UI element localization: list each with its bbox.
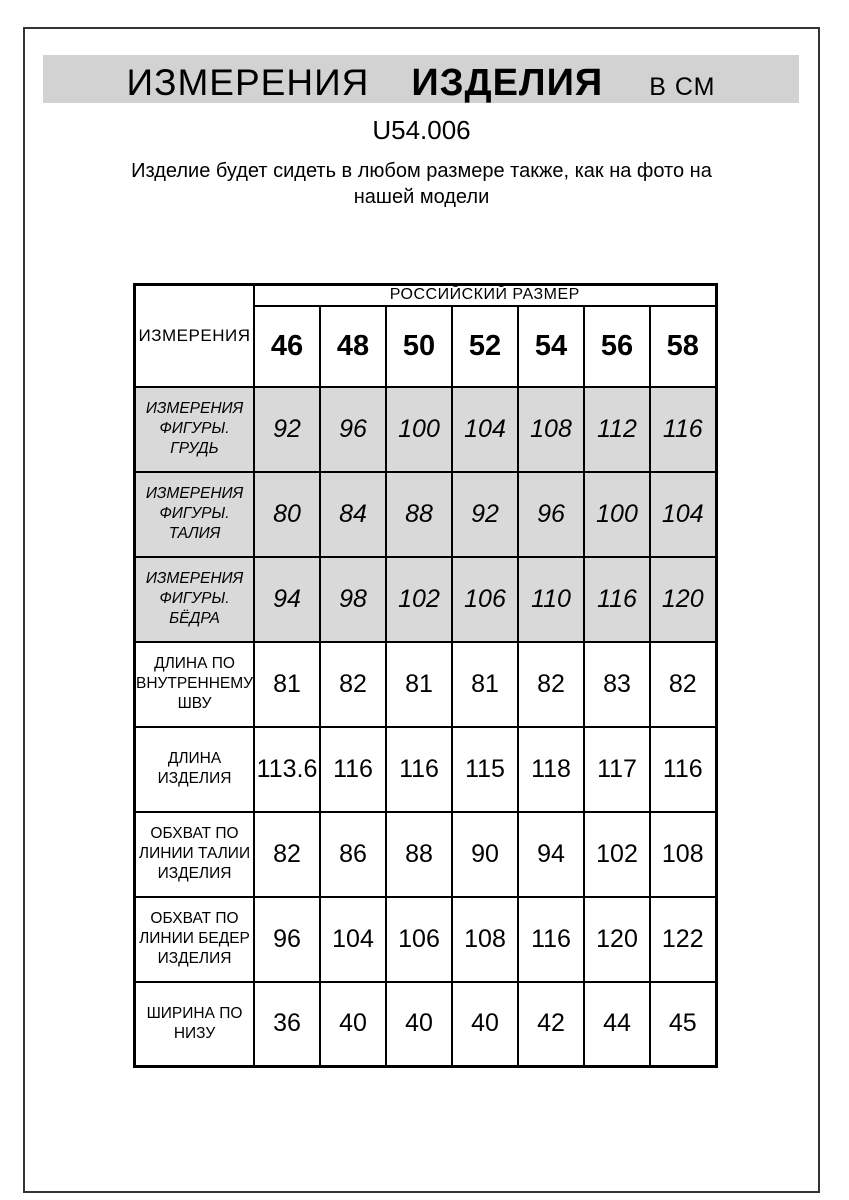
row-label: ИЗМЕРЕНИЯ ФИГУРЫ. ТАЛИЯ (135, 472, 255, 557)
table-row (135, 812, 717, 897)
page-frame (23, 27, 820, 1193)
table-row (135, 387, 717, 472)
measurement-value: 81 (386, 642, 452, 727)
measurement-value: 108 (518, 387, 584, 472)
measurement-value: 122 (650, 897, 716, 982)
measurement-value: 100 (386, 387, 452, 472)
measurement-value: 102 (386, 557, 452, 642)
measurement-value: 92 (452, 472, 518, 557)
table-row (135, 472, 717, 557)
measurement-value: 104 (320, 897, 386, 982)
measurement-value: 112 (584, 387, 650, 472)
table-row (135, 982, 717, 1067)
measurement-value: 110 (518, 557, 584, 642)
measurement-value: 117 (584, 727, 650, 812)
measurements-column-header: ИЗМЕРЕНИЯ (135, 285, 255, 387)
measurement-value: 88 (386, 472, 452, 557)
measurement-value: 40 (386, 982, 452, 1067)
measurement-value: 116 (518, 897, 584, 982)
measurement-value: 116 (386, 727, 452, 812)
measurement-value: 96 (254, 897, 320, 982)
row-label: ОБХВАТ ПО ЛИНИИ ТАЛИИ ИЗДЕЛИЯ (135, 812, 255, 897)
measurement-value: 45 (650, 982, 716, 1067)
size-column-header: 48 (320, 306, 386, 387)
measurement-value: 82 (518, 642, 584, 727)
title-bar (43, 55, 799, 103)
measurement-value: 82 (254, 812, 320, 897)
measurement-value: 96 (518, 472, 584, 557)
measurement-value: 115 (452, 727, 518, 812)
measurement-value: 108 (650, 812, 716, 897)
measurement-value: 88 (386, 812, 452, 897)
page-title-unit: В СМ (649, 73, 716, 101)
row-label: ИЗМЕРЕНИЯ ФИГУРЫ. БЁДРА (135, 557, 255, 642)
measurement-value: 116 (584, 557, 650, 642)
subtitle: Изделие будет сидеть в любом размере также, как на фото на нашей модели (131, 160, 712, 209)
size-column-header: 58 (650, 306, 716, 387)
measurement-value: 81 (254, 642, 320, 727)
article-code: U54.006 (372, 115, 471, 145)
size-column-header: 50 (386, 306, 452, 387)
page-title-emphasis: ИЗДЕЛИЯ (411, 62, 604, 104)
size-table (133, 283, 718, 1068)
measurement-value: 113.6 (254, 727, 320, 812)
measurement-value: 86 (320, 812, 386, 897)
table-row (135, 727, 717, 812)
measurement-value: 96 (320, 387, 386, 472)
measurement-value: 104 (650, 472, 716, 557)
measurement-value: 102 (584, 812, 650, 897)
measurement-value: 40 (320, 982, 386, 1067)
measurement-value: 100 (584, 472, 650, 557)
measurement-value: 83 (584, 642, 650, 727)
measurement-value: 120 (584, 897, 650, 982)
measurement-value: 90 (452, 812, 518, 897)
group-header-row (135, 285, 717, 306)
measurement-value: 82 (320, 642, 386, 727)
row-label: ДЛИНА ПО ВНУТРЕННЕМУ ШВУ (135, 642, 255, 727)
measurement-value: 118 (518, 727, 584, 812)
measurement-value: 106 (386, 897, 452, 982)
table-row (135, 557, 717, 642)
size-column-header: 56 (584, 306, 650, 387)
size-column-header: 52 (452, 306, 518, 387)
measurement-value: 44 (584, 982, 650, 1067)
row-label: ШИРИНА ПО НИЗУ (135, 982, 255, 1067)
measurement-value: 94 (254, 557, 320, 642)
row-label: ИЗМЕРЕНИЯ ФИГУРЫ. ГРУДЬ (135, 387, 255, 472)
measurement-value: 104 (452, 387, 518, 472)
measurement-value: 116 (320, 727, 386, 812)
russian-size-header: РОССИЙСКИЙ РАЗМЕР (254, 285, 716, 306)
measurement-value: 82 (650, 642, 716, 727)
measurement-value: 106 (452, 557, 518, 642)
table-row (135, 897, 717, 982)
measurement-value: 98 (320, 557, 386, 642)
measurement-value: 40 (452, 982, 518, 1067)
table-row (135, 642, 717, 727)
measurement-value: 36 (254, 982, 320, 1067)
measurement-value: 116 (650, 387, 716, 472)
size-column-header: 54 (518, 306, 584, 387)
measurement-value: 94 (518, 812, 584, 897)
measurement-value: 108 (452, 897, 518, 982)
row-label: ДЛИНА ИЗДЕЛИЯ (135, 727, 255, 812)
measurement-value: 81 (452, 642, 518, 727)
measurement-value: 84 (320, 472, 386, 557)
measurement-value: 42 (518, 982, 584, 1067)
measurement-value: 116 (650, 727, 716, 812)
row-label: ОБХВАТ ПО ЛИНИИ БЕДЕР ИЗДЕЛИЯ (135, 897, 255, 982)
measurement-value: 80 (254, 472, 320, 557)
measurement-value: 92 (254, 387, 320, 472)
page-title: ИЗМЕРЕНИЯ (126, 62, 370, 103)
size-column-header: 46 (254, 306, 320, 387)
measurement-value: 120 (650, 557, 716, 642)
